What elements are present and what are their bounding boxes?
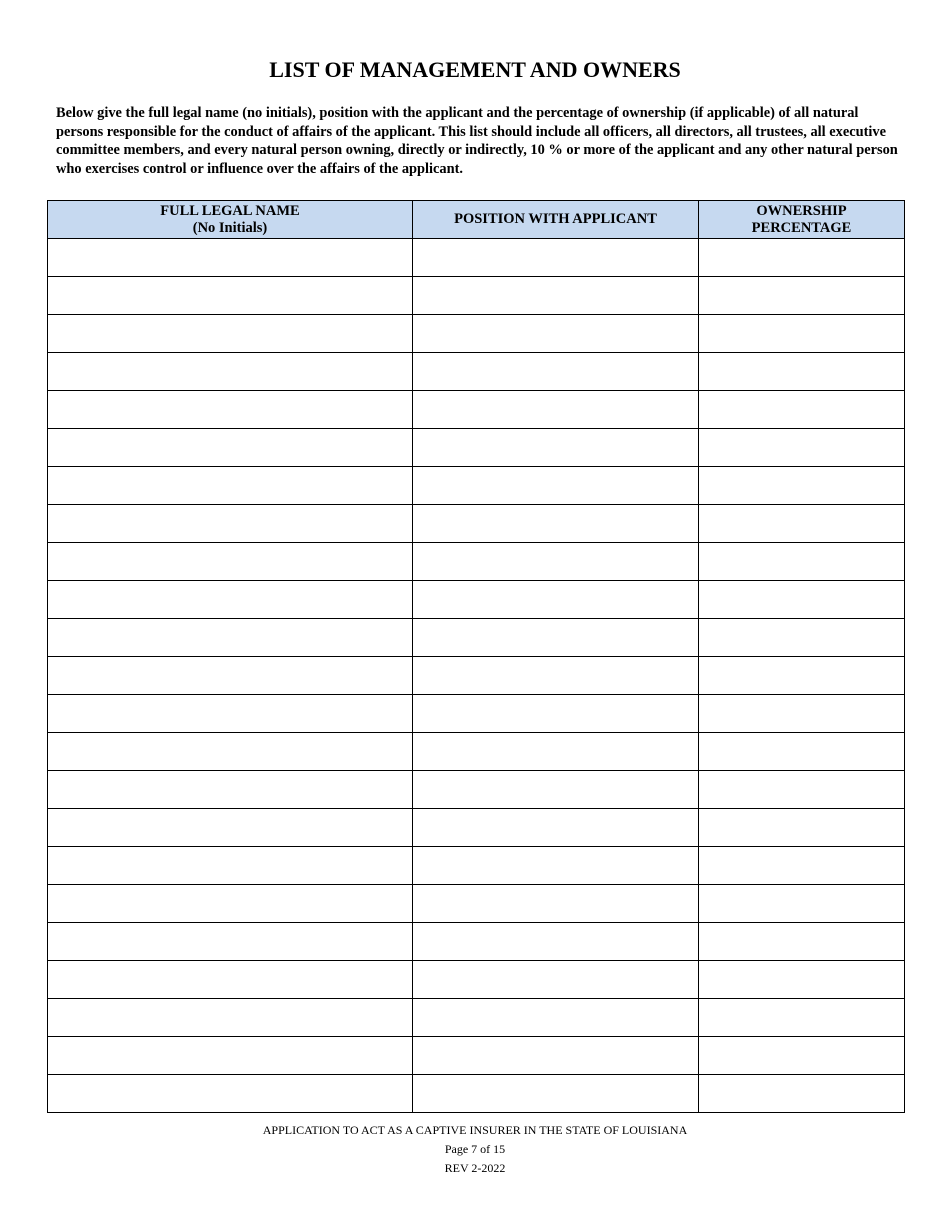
table-row <box>48 543 905 581</box>
position-cell[interactable] <box>413 467 699 505</box>
position-cell[interactable] <box>413 923 699 961</box>
instructions-text: Below give the full legal name (no initials), position with the applicant and the percentage of ownership (if applicable) of all natural persons responsible for the conduct of affairs of the applicant. This list should include all officers, all directors, all trustees, all executive committee members, and every natural person owning, directly or indirectly, 10 % or more of the applicant and any other natural person who exercises control or influence over the affairs of the applicant. <box>56 105 898 177</box>
position-cell[interactable] <box>413 733 699 771</box>
ownership-percentage-cell[interactable] <box>699 695 905 733</box>
position-cell[interactable] <box>413 353 699 391</box>
full-legal-name-cell[interactable] <box>48 429 413 467</box>
full-legal-name-cell[interactable] <box>48 315 413 353</box>
position-cell[interactable] <box>413 847 699 885</box>
ownership-percentage-cell[interactable] <box>699 239 905 277</box>
position-cell[interactable] <box>413 771 699 809</box>
table-row <box>48 657 905 695</box>
table-row <box>48 239 905 277</box>
ownership-percentage-cell[interactable] <box>699 809 905 847</box>
position-cell[interactable] <box>413 809 699 847</box>
position-cell[interactable] <box>413 999 699 1037</box>
table-row <box>48 733 905 771</box>
table-header-row <box>48 201 905 239</box>
full-legal-name-cell[interactable] <box>48 391 413 429</box>
position-cell[interactable] <box>413 581 699 619</box>
footer-page-number: Page 7 of 15 <box>444 1142 506 1156</box>
full-legal-name-cell[interactable] <box>48 695 413 733</box>
full-legal-name-cell[interactable] <box>48 923 413 961</box>
table-row <box>48 1037 905 1075</box>
position-cell[interactable] <box>413 391 699 429</box>
page-footer <box>0 1121 950 1178</box>
header-full-legal-name-line2: (No Initials) <box>192 219 268 236</box>
full-legal-name-cell[interactable] <box>48 809 413 847</box>
ownership-percentage-cell[interactable] <box>699 505 905 543</box>
position-cell[interactable] <box>413 315 699 353</box>
full-legal-name-cell[interactable] <box>48 1037 413 1075</box>
footer-application-title: APPLICATION TO ACT AS A CAPTIVE INSURER IN THE STATE OF LOUISIANA <box>262 1123 688 1137</box>
ownership-percentage-cell[interactable] <box>699 999 905 1037</box>
ownership-percentage-cell[interactable] <box>699 353 905 391</box>
full-legal-name-cell[interactable] <box>48 619 413 657</box>
table-row <box>48 505 905 543</box>
position-cell[interactable] <box>413 1037 699 1075</box>
ownership-percentage-cell[interactable] <box>699 429 905 467</box>
ownership-percentage-cell[interactable] <box>699 619 905 657</box>
ownership-percentage-cell[interactable] <box>699 467 905 505</box>
table-row <box>48 847 905 885</box>
full-legal-name-cell[interactable] <box>48 733 413 771</box>
table-row <box>48 315 905 353</box>
table-row <box>48 961 905 999</box>
full-legal-name-cell[interactable] <box>48 467 413 505</box>
position-cell[interactable] <box>413 657 699 695</box>
position-cell[interactable] <box>413 619 699 657</box>
header-ownership-percentage <box>699 201 905 239</box>
table-row <box>48 429 905 467</box>
ownership-percentage-cell[interactable] <box>699 391 905 429</box>
position-cell[interactable] <box>413 505 699 543</box>
header-full-legal-name-line1: FULL LEGAL NAME <box>160 202 300 219</box>
table-row <box>48 695 905 733</box>
ownership-percentage-cell[interactable] <box>699 315 905 353</box>
full-legal-name-cell[interactable] <box>48 847 413 885</box>
table-row <box>48 581 905 619</box>
table-row <box>48 353 905 391</box>
ownership-percentage-cell[interactable] <box>699 581 905 619</box>
header-position-line1: POSITION WITH APPLICANT <box>454 211 657 227</box>
full-legal-name-cell[interactable] <box>48 771 413 809</box>
ownership-percentage-cell[interactable] <box>699 733 905 771</box>
ownership-percentage-cell[interactable] <box>699 885 905 923</box>
table-row <box>48 771 905 809</box>
position-cell[interactable] <box>413 695 699 733</box>
ownership-percentage-cell[interactable] <box>699 771 905 809</box>
ownership-percentage-cell[interactable] <box>699 923 905 961</box>
position-cell[interactable] <box>413 1075 699 1113</box>
full-legal-name-cell[interactable] <box>48 961 413 999</box>
ownership-percentage-cell[interactable] <box>699 657 905 695</box>
table-row <box>48 885 905 923</box>
management-owners-table <box>47 200 905 1113</box>
ownership-percentage-cell[interactable] <box>699 277 905 315</box>
header-full-legal-name <box>48 201 413 239</box>
full-legal-name-cell[interactable] <box>48 885 413 923</box>
header-position-with-applicant <box>413 201 699 239</box>
ownership-percentage-cell[interactable] <box>699 543 905 581</box>
full-legal-name-cell[interactable] <box>48 999 413 1037</box>
full-legal-name-cell[interactable] <box>48 239 413 277</box>
full-legal-name-cell[interactable] <box>48 505 413 543</box>
full-legal-name-cell[interactable] <box>48 581 413 619</box>
full-legal-name-cell[interactable] <box>48 543 413 581</box>
ownership-percentage-cell[interactable] <box>699 1037 905 1075</box>
position-cell[interactable] <box>413 543 699 581</box>
full-legal-name-cell[interactable] <box>48 657 413 695</box>
full-legal-name-cell[interactable] <box>48 353 413 391</box>
footer-revision: REV 2-2022 <box>444 1161 506 1175</box>
ownership-percentage-cell[interactable] <box>699 1075 905 1113</box>
table-row <box>48 999 905 1037</box>
table-row <box>48 809 905 847</box>
full-legal-name-cell[interactable] <box>48 277 413 315</box>
ownership-percentage-cell[interactable] <box>699 847 905 885</box>
position-cell[interactable] <box>413 429 699 467</box>
table-row <box>48 923 905 961</box>
table-row <box>48 1075 905 1113</box>
table-row <box>48 391 905 429</box>
ownership-percentage-cell[interactable] <box>699 961 905 999</box>
position-cell[interactable] <box>413 239 699 277</box>
position-cell[interactable] <box>413 961 699 999</box>
position-cell[interactable] <box>413 885 699 923</box>
header-ownership-line1: OWNERSHIP <box>756 202 847 219</box>
header-ownership-line2: PERCENTAGE <box>751 219 852 236</box>
table-row <box>48 467 905 505</box>
full-legal-name-cell[interactable] <box>48 1075 413 1113</box>
page-title: LIST OF MANAGEMENT AND OWNERS <box>269 57 681 82</box>
table-body <box>48 239 905 1113</box>
table-row <box>48 619 905 657</box>
position-cell[interactable] <box>413 277 699 315</box>
table-row <box>48 277 905 315</box>
